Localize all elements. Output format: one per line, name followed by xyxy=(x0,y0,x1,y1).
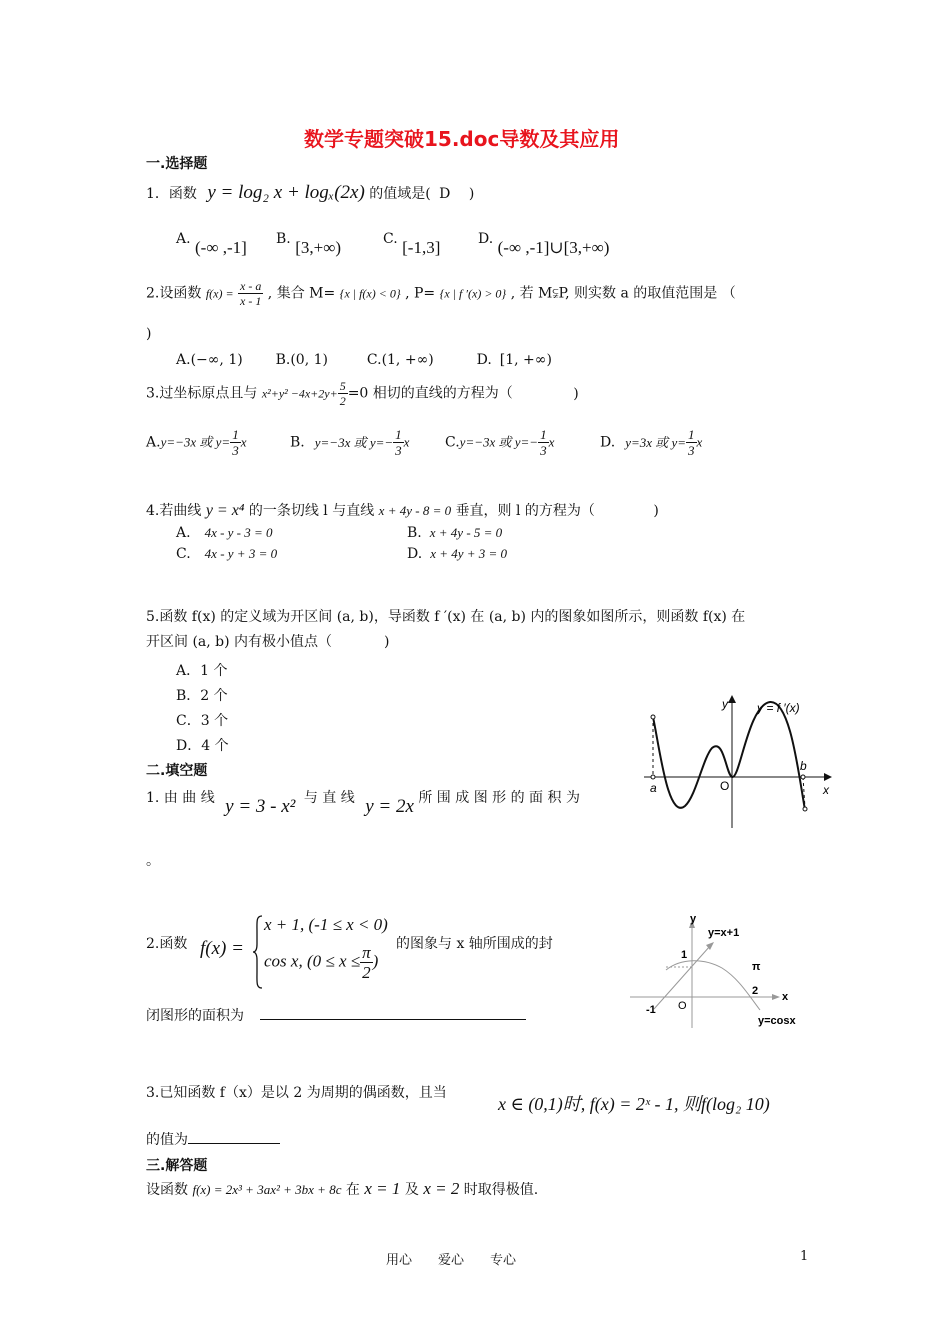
q1-option-a: A. (-∞ ,-1] xyxy=(176,231,247,257)
q4-option-a: A. 4x - y - 3 = 0 xyxy=(176,525,273,541)
graph-open-point-a-top xyxy=(651,715,655,719)
f2-case2: cos x, (0 ≤ x ≤ $\frac{\pi}{2}$ ) xyxy=(264,943,379,982)
q1-formula: y = log₂ x + logₓ(2x) xyxy=(207,182,365,203)
graph-open-point-b-bottom xyxy=(803,807,807,811)
q3-option-b: B. y=−3x 或 y=− $\frac{1}{3}$ x xyxy=(290,427,410,458)
document-title: 数学专题突破15.doc导数及其应用 xyxy=(304,127,620,151)
q3-option-a: A.y=−3x 或 y= $\frac{1}{3}$ x xyxy=(146,427,247,458)
q2-stem: 2.设函数 f(x) = $\frac{x - a}{x - 1}$ , 集合 M= {x | f(x) < 0} , P= {x | f ′(x) > 0} , 若 M⫋P, 则实数 a 的取值范围是 （ xyxy=(146,279,736,308)
f2-fx: f(x) = xyxy=(200,938,244,959)
graph-a-label: a xyxy=(650,781,657,795)
q4-option-c: C. 4x - y + 3 = 0 xyxy=(176,546,278,562)
cos-graph-y-label: y xyxy=(690,913,697,925)
cos-graph xyxy=(626,910,806,1032)
graph-o-label: O xyxy=(720,779,730,793)
q5-option-a: A．1 个 xyxy=(176,663,228,679)
q5-option-c: C．3 个 xyxy=(176,713,229,729)
footer-slogan: 用心 爱心 专心 xyxy=(386,1253,517,1268)
graph-func-label: y = f ′(x) xyxy=(757,701,800,715)
f1-stem: 1. 由 曲 线 y = 3 - x² 与 直 线 y = 2x 所 围 成 图 形 的 面 积 为 xyxy=(146,790,580,817)
q3-option-d: D. y=3x 或 y= $\frac{1}{3}$ x xyxy=(600,427,703,458)
f3-answer-blank[interactable] xyxy=(188,1129,280,1144)
q1-option-b: B. [3,+∞) xyxy=(276,231,341,257)
q4-option-b: B. x + 4y - 5 = 0 xyxy=(407,525,503,541)
q4-stem: 4.若曲线 y = x⁴ 的一条切线 l 与直线 x + 4y - 8 = 0 垂直，则 l 的方程为（ ) xyxy=(146,502,659,519)
f3-formula: x ∈ (0,1)时, f(x) = 2ˣ - 1, 则f(log₂ 10) xyxy=(498,1094,770,1114)
graph-y-label: y xyxy=(722,697,728,711)
q1-answer: D xyxy=(439,186,451,202)
cos-graph-neg-one-label: -1 xyxy=(646,1004,656,1016)
cos-graph-pi-label: π xyxy=(752,961,761,973)
q1-option-d: D. (-∞ ,-1]∪[3,+∞) xyxy=(478,231,610,257)
derivative-graph xyxy=(640,690,840,830)
section-heading-solve: 三.解答题 xyxy=(146,1158,208,1174)
f2-answer-blank[interactable] xyxy=(260,1005,526,1020)
q2-close: ) xyxy=(146,326,152,342)
q5-option-d: D．4 个 xyxy=(176,738,229,754)
s1-stem: 设函数 f(x) = 2x³ + 3ax² + 3bx + 8c 在 x = 1 及 x = 2 时取得极值. xyxy=(146,1179,539,1198)
q5-option-b: B．2 个 xyxy=(176,688,228,704)
graph-y-arrow xyxy=(728,695,736,703)
q1-option-c: C. [-1,3] xyxy=(383,231,441,257)
graph-x-label: x xyxy=(823,783,829,797)
graph-curve xyxy=(653,702,805,810)
graph-x-arrow xyxy=(824,773,832,781)
q4-option-d: D. x + 4y + 3 = 0 xyxy=(407,546,508,562)
section-heading-fill: 二.填空题 xyxy=(146,763,208,779)
cos-graph-x-arrow xyxy=(772,994,780,1000)
q5-stem-line2: 开区间 (a, b) 内有极小值点（ ) xyxy=(146,634,390,650)
graph-open-point-a-axis xyxy=(651,775,655,779)
cos-graph-line-label: y=x+1 xyxy=(708,927,740,939)
cos-graph-two-label: 2 xyxy=(752,985,759,997)
q2-relation: ⫋ xyxy=(552,285,559,302)
f1-end-mark: 。 xyxy=(146,853,160,869)
f3-stem: 3.已知函数 f（x）是以 2 为周期的偶函数，且当 xyxy=(146,1085,447,1101)
f2-prefix: 2.函数 xyxy=(146,936,188,952)
q3-option-c: C.y=−3x 或 y=− $\frac{1}{3}$ x xyxy=(445,427,555,458)
q5-stem-line1: 5.函数 f(x) 的定义域为开区间 (a, b)，导函数 f ′(x) 在 (a, b) 内的图象如图所示，则函数 f(x) 在 xyxy=(146,609,746,625)
cos-graph-cos-label: y=cosx xyxy=(758,1015,796,1027)
graph-b-label: b xyxy=(800,759,807,773)
cos-graph-o-label: O xyxy=(678,1000,687,1012)
section-heading-choice: 一.选择题 xyxy=(146,156,208,172)
q2-options: A.(−∞, 1) B.(0, 1) C.(1, +∞) D. [1, +∞) xyxy=(176,352,552,368)
f2-case1: x + 1, (-1 ≤ x < 0) xyxy=(264,915,388,934)
f2-brace xyxy=(252,914,264,990)
f3-line2: 的值为 xyxy=(146,1129,280,1149)
q3-stem: 3.过坐标原点且与 x²+y² −4x+2y+ $\frac{5}{2}$ =0 相切的直线的方程为（ ) xyxy=(146,379,579,408)
cos-graph-one-label: 1 xyxy=(681,949,688,961)
graph-open-point-b-axis xyxy=(801,775,805,779)
f2-tail: 的图象与 x 轴所围成的封 xyxy=(396,936,553,952)
f2-line2: 闭图形的面积为 xyxy=(146,1005,526,1025)
cos-graph-x-label: x xyxy=(782,991,789,1003)
page-number: 1 xyxy=(800,1249,809,1264)
q1-stem: 1．函数 y = log₂ x + logₓ(2x) 的值域是( D ) xyxy=(146,182,475,203)
